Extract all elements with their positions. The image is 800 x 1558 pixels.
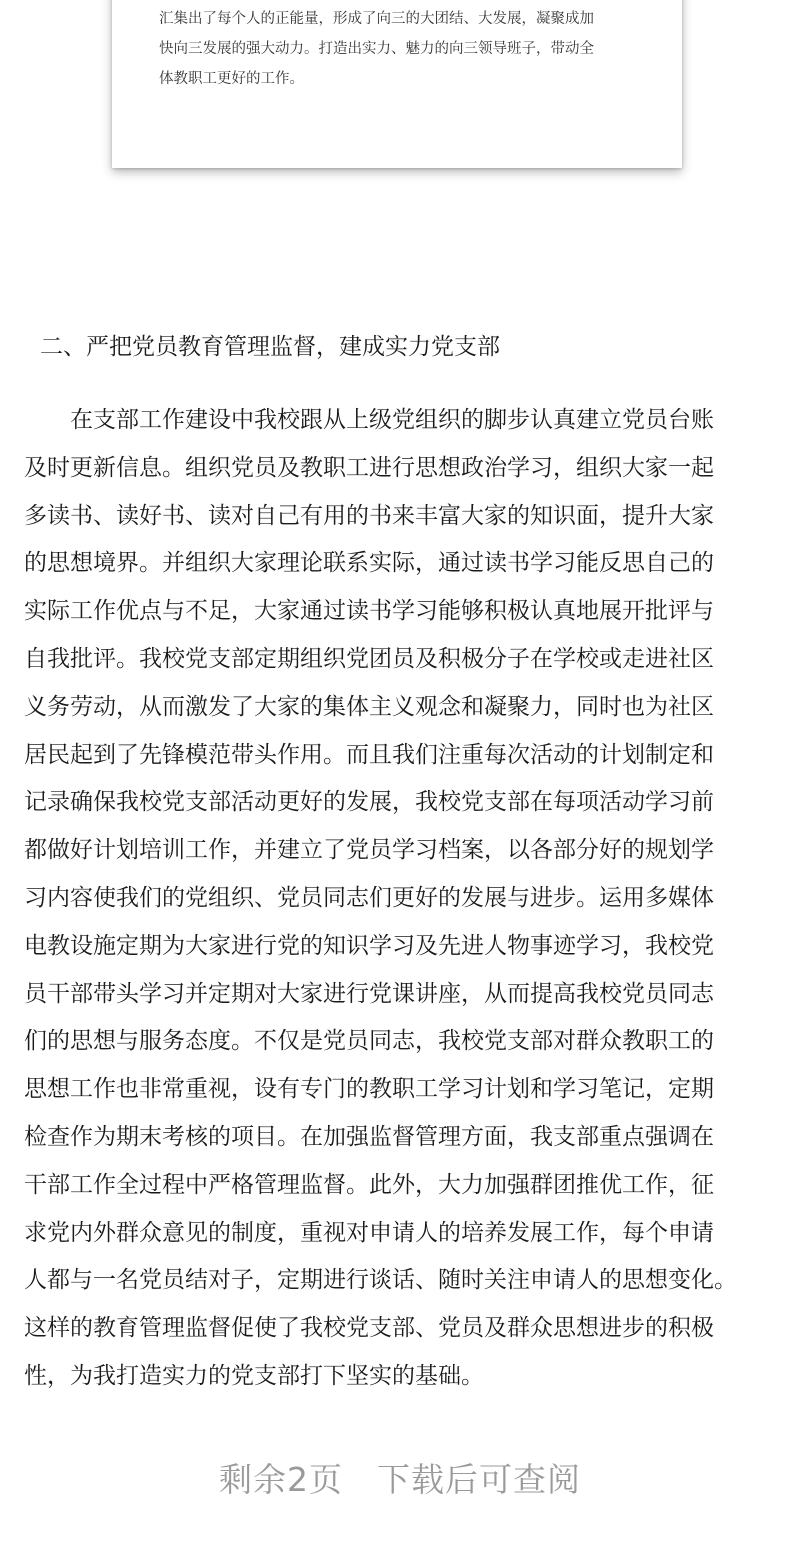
section-body: 在支部工作建设中我校跟从上级党组织的脚步认真建立党员台账 及时更新信息。组织党员及教职工进行思想政治学习，组织大家一起 多读书、读好书、读对自己有用的书来丰富大家的知识面，提升大家 的思想境界。并组织大家理论联系实际，通过读书学习能反思自己的 实际工作优点与不足，大家通过读书学习能够积极认真地展开批评与 自我批评。我校党支部定期组织党团员及积极分子在学校或走进社区 义务劳动，从而激发了大家的集体主义观念和凝聚力，同时也为社区 居民起到了先锋模范带头作用。而且我们注重每次活动的计划制定和 记录确保我校党支部活动更好的发展，我校党支部在每项活动学习前 都做好计划培训工作，并建立了党员学习档案，以各部分好的规划学 习内容使我们的党组织、党员同志们更好的发展与进步。运用多媒体 电教设施定期为大家进行党的知识学习及先进人物事迹学习，我校党 员干部带头学习并定期对大家进行党课讲座，从而提高我校党员同志 们的思想与服务态度。不仅是党员同志，我校党支部对群众教职工的 思想工作也非常重视，设有专门的教职工学习计划和学习笔记，定期 检查作为期末考核的项目。在加强监督管理方面，我支部重点强调在 干部工作全过程中严格管理监督。此外，大力加强群团推优工作，征 求党内外群众意见的制度，重视对申请人的培养发展工作，每个申请 人都与一名党员结对子，定期进行谈话、随时关注申请人的思想变化。 这样的教育管理监督促使了我校党支部、党员及群众思想进步的积极 性，为我打造实力的党支部打下坚实的基础。 xyxy=(24,407,737,1389)
section-title: 二、严把党员教育管理监督，建成实力党支部 xyxy=(40,334,500,360)
summary-card-text: 汇集出了每个人的正能量，形成了向三的大团结、大发展，凝聚成加 快向三发展的强大动力。打造出实力、魅力的向三领导班子，带动全 体教职工更好的工作。 xyxy=(159,11,594,87)
summary-card xyxy=(112,0,682,168)
download-prompt[interactable]: 剩余2页 下载后可查阅 xyxy=(219,1460,581,1499)
